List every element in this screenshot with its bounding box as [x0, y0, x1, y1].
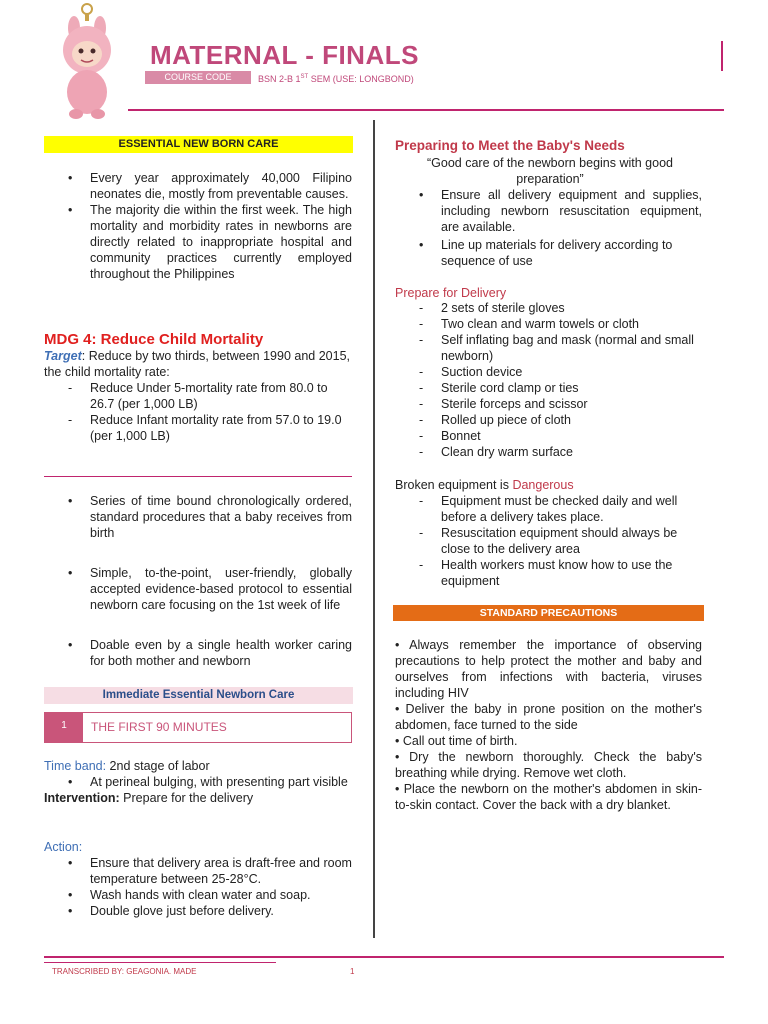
list-item: • Call out time of birth. — [395, 734, 518, 748]
list-item: - Rolled up piece of cloth — [395, 412, 705, 428]
footer-rule — [44, 956, 724, 958]
list-item: • Simple, to-the-point, user-friendly, globally accepted evidence-based protocol to essential newborn care focusing on the 1st week of life — [44, 565, 352, 613]
list-item: • Series of time bound chronologically ordered, standard procedures that a baby receives from birth — [44, 493, 352, 541]
precautions-block — [395, 637, 702, 813]
list-item: - Health workers must know how to use the equipment — [395, 557, 705, 589]
list-item: • Double glove just before delivery. — [44, 903, 352, 919]
action-label: Action: — [44, 840, 83, 854]
list-item: - Bonnet — [395, 428, 705, 444]
standard-precautions-title: STANDARD PRECAUTIONS — [393, 605, 704, 621]
list-item: - Two clean and warm towels or cloth — [395, 316, 705, 332]
list-item: - Reduce Under 5-mortality rate from 80.0 to 26.7 (per 1,000 LB) — [44, 380, 350, 412]
time-band: Time band: 2nd stage of labor — [44, 759, 210, 773]
list-item: - Reduce Infant mortality rate from 57.0 to 19.0 (per 1,000 LB) — [44, 412, 350, 444]
list-item: • At perineal bulging, with presenting part visible — [44, 774, 352, 790]
list-item: • Dry the newborn thoroughly. Check the baby's breathing while drying. Remove wet cloth. — [395, 750, 702, 780]
step-title: THE FIRST 90 MINUTES — [91, 720, 227, 734]
target-text: Target: Reduce by two thirds, between 1990 and 2015, the child mortality rate: — [44, 349, 350, 379]
prepare-list — [395, 300, 705, 460]
action-block — [44, 839, 352, 919]
list-item: • Wash hands with clean water and soap. — [44, 887, 352, 903]
list-item: • Ensure all delivery equipment and supplies, including newborn resuscitation equipment, are available. — [395, 187, 702, 235]
course-code-value: BSN 2-B 1ST SEM (USE: LONGBOND) — [258, 74, 414, 84]
step-box — [44, 712, 352, 743]
needs-bullets — [395, 187, 702, 269]
list-item: • Doable even by a single health worker caring for both mother and newborn — [44, 637, 352, 669]
prepare-for-delivery-title: Prepare for Delivery — [395, 286, 507, 300]
section-title-essential-newborn-care: ESSENTIAL NEW BORN CARE — [44, 136, 353, 153]
iebn-title: Immediate Essential Newborn Care — [44, 687, 353, 704]
footer-short-rule — [44, 962, 276, 963]
intervention: Intervention: Prepare for the delivery — [44, 791, 254, 805]
broken-list — [395, 493, 705, 589]
list-item: - Sterile forceps and scissor — [395, 396, 705, 412]
column-separator — [373, 120, 375, 938]
target-block — [44, 348, 350, 444]
quote: “Good care of the newborn begins with good preparation” — [427, 156, 673, 186]
preparing-heading: Preparing to Meet the Baby's Needs — [395, 138, 625, 153]
page-number: 1 — [350, 967, 355, 976]
list-item: - Suction device — [395, 364, 705, 380]
broken-equipment: Broken equipment is Dangerous — [395, 478, 574, 492]
transcribed-by: TRANSCRIBED BY: GEAGONIA. MADE — [52, 967, 197, 976]
document-title: MATERNAL - FINALS — [150, 40, 419, 70]
list-item: • Ensure that delivery area is draft-free and room temperature between 25-28°C. — [44, 855, 352, 887]
list-item: - Self inflating bag and mask (normal and small newborn) — [395, 332, 705, 364]
header-rule — [128, 109, 724, 111]
list-item: • Line up materials for delivery according to sequence of use — [395, 237, 702, 269]
intro-bullets — [44, 170, 352, 282]
course-code-label: COURSE CODE — [145, 71, 251, 84]
list-item: • Always remember the importance of observing precautions to help protect the mother and baby and ourselves from infections with bacteria, viruses including HIV — [395, 638, 702, 700]
header-vertical-rule — [721, 41, 723, 71]
time-band-block — [44, 758, 352, 806]
mascot-keychain-image — [52, 2, 122, 120]
definition-bullets — [44, 493, 352, 669]
list-item: • Place the newborn on the mother's abdomen in skin-to-skin contact. Cover the back with a dry blanket. — [395, 782, 702, 812]
list-item: - Equipment must be checked daily and well before a delivery takes place. — [395, 493, 705, 525]
list-item: - Sterile cord clamp or ties — [395, 380, 705, 396]
mdg-title: MDG 4: Reduce Child Mortality — [44, 331, 264, 348]
list-item: - Resuscitation equipment should always be close to the delivery area — [395, 525, 705, 557]
section-divider — [44, 476, 352, 477]
list-item: - 2 sets of sterile gloves — [395, 300, 705, 316]
list-item: - Clean dry warm surface — [395, 444, 705, 460]
list-item: • Deliver the baby in prone position on the mother's abdomen, face turned to the side — [395, 702, 702, 732]
list-item: • Every year approximately 40,000 Filipino neonates die, mostly from preventable causes. — [44, 170, 352, 202]
list-item: • The majority die within the first week. The high mortality and morbidity rates in newborns are directly related to inappropriate hospital and community practices currently employed throughout the Philippines — [44, 202, 352, 282]
step-number: 1 — [45, 713, 83, 742]
